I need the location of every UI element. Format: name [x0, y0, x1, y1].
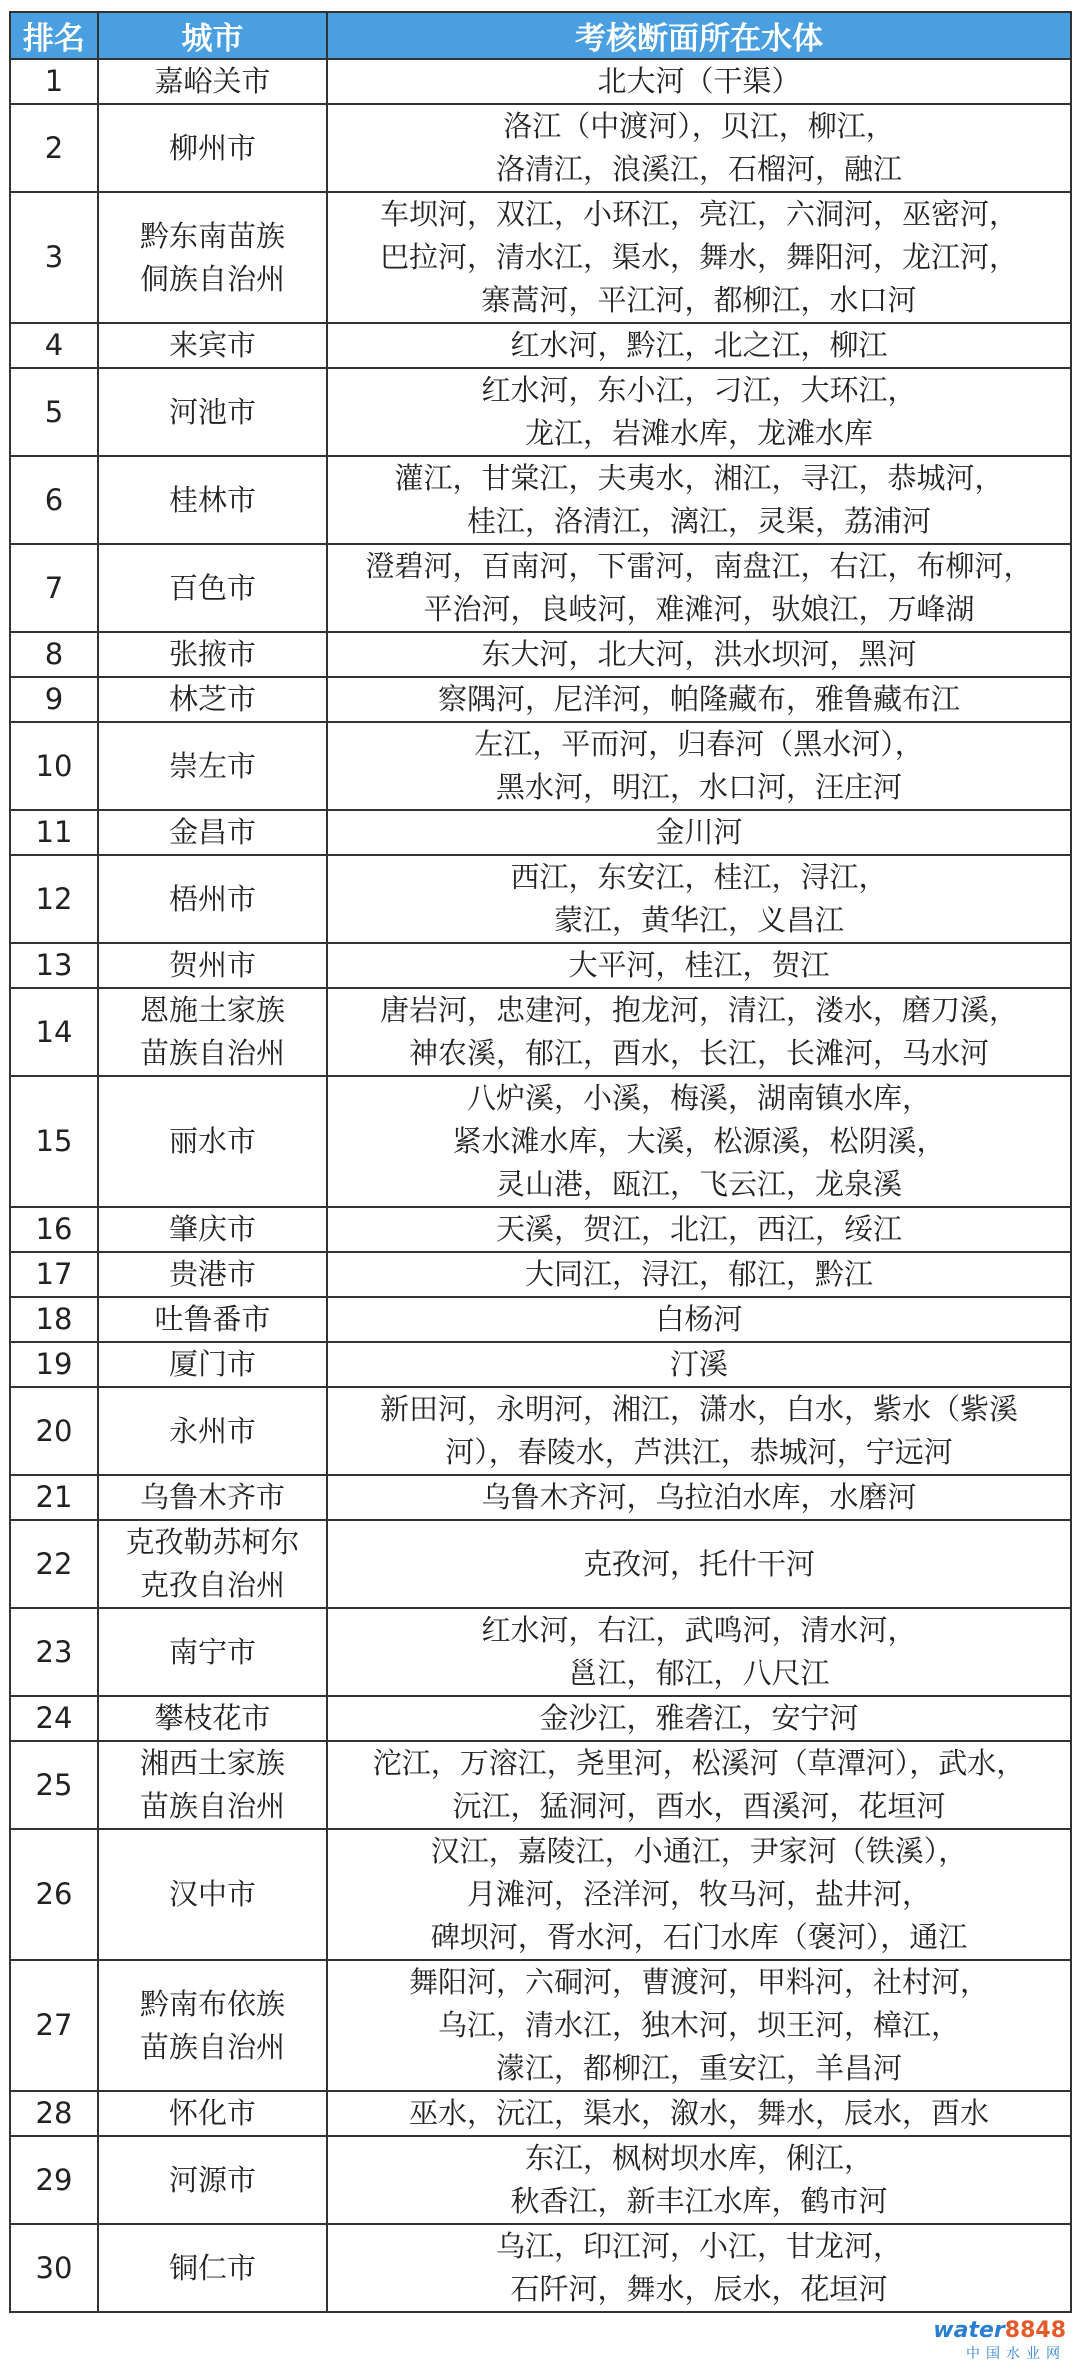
city-cell: [98, 104, 327, 192]
water-line: 汉江，嘉陵江，小通江，尹家河（铁溪），: [430, 1834, 968, 1868]
city-cell: [98, 2224, 327, 2312]
city-line: 丽水市: [168, 1124, 256, 1158]
water-cell: [327, 1076, 1071, 1207]
water-cell: [327, 368, 1071, 456]
city-line: 怀化市: [168, 2096, 256, 2130]
city-line: 贺州市: [168, 948, 256, 982]
rank-cell: 26: [10, 1829, 98, 1960]
city-cell: [98, 1076, 327, 1207]
city-line: 来宾市: [168, 328, 256, 362]
city-line: 恩施土家族: [139, 993, 285, 1027]
table-row: [10, 1252, 1071, 1297]
water-line: 巴拉河，清水江，渠水，舞水，舞阳河，龙江河，: [379, 240, 1018, 274]
rank-cell: 21: [10, 1475, 98, 1520]
city-line: 桂林市: [168, 482, 256, 517]
city-line: 梧州市: [168, 881, 256, 916]
water-line: 乌鲁木齐河，乌拉泊水库，水磨河: [481, 1480, 917, 1514]
water-line: 左江，平而河，归春河（黑水河），: [474, 727, 924, 761]
water-line: 黑水河，明江，水口河，汪庄河: [495, 770, 902, 804]
watermark-logo: [933, 2318, 1066, 2363]
rank-cell: 20: [10, 1387, 98, 1475]
water-line: 寨蒿河，平江河，都柳江，水口河: [481, 283, 917, 317]
rank-cell: 25: [10, 1741, 98, 1829]
water-cell: [327, 1960, 1071, 2091]
city-cell: [98, 2136, 327, 2224]
table-row: [10, 1297, 1071, 1342]
rank-cell: 3: [10, 192, 98, 323]
table-row: [10, 1076, 1071, 1207]
header-row: [10, 12, 1071, 59]
rank-cell: 28: [10, 2091, 98, 2136]
table-row: [10, 323, 1071, 368]
rank-cell: 30: [10, 2224, 98, 2312]
city-cell: [98, 1608, 327, 1696]
water-line: 北大河（干渠）: [597, 64, 801, 98]
water-cell: [327, 1829, 1071, 1960]
water-line: 洛清江，浪溪江，石榴河，融江: [495, 152, 902, 186]
water-line: 河），春陵水，芦洪江，恭城河，宁远河: [445, 1435, 953, 1469]
table-row: [10, 988, 1071, 1076]
rank-cell: 7: [10, 544, 98, 632]
water-cell: [327, 722, 1071, 810]
water-line: 秋香江，新丰江水库，鹤市河: [510, 2184, 888, 2218]
rank-cell: 12: [10, 855, 98, 943]
city-line: 侗族自治州: [139, 261, 285, 296]
water-cell: [327, 677, 1071, 722]
city-cell: [98, 1741, 327, 1829]
rank-cell: 27: [10, 1960, 98, 2091]
city-cell: [98, 677, 327, 722]
water-cell: [327, 855, 1071, 943]
water-line: 澄碧河，百南河，下雷河，南盘江，右江，布柳河，: [365, 549, 1033, 583]
rank-cell: 19: [10, 1342, 98, 1387]
rank-cell: 2: [10, 104, 98, 192]
water-cell: [327, 192, 1071, 323]
city-cell: [98, 1387, 327, 1475]
water-cell: [327, 456, 1071, 544]
water-line: 神农溪，郁江，酉水，长江，长滩河，马水河: [408, 1036, 989, 1070]
water-cell: [327, 323, 1071, 368]
water-cell: [327, 810, 1071, 855]
table-row: [10, 104, 1071, 192]
table-row: [10, 943, 1071, 988]
table-row: [10, 1387, 1071, 1475]
table-row: [10, 1960, 1071, 2091]
city-line: 乌鲁木齐市: [139, 1480, 285, 1514]
city-line: 林芝市: [168, 682, 256, 716]
water-cell: [327, 1696, 1071, 1741]
table-row: [10, 2091, 1071, 2136]
table-row: [10, 2136, 1071, 2224]
water-line: 灵山港，瓯江，飞云江，龙泉溪: [495, 1167, 902, 1201]
water-line: 桂江，洛清江，漓江，灵渠，荔浦河: [466, 504, 931, 538]
table-row: [10, 456, 1071, 544]
water-line: 乌江，印江河，小江，甘龙河，: [495, 2229, 902, 2263]
city-cell: [98, 323, 327, 368]
city-cell: [98, 2091, 327, 2136]
rank-cell: 16: [10, 1207, 98, 1252]
water-line: 大平河，桂江，贺江: [568, 948, 830, 982]
city-line: 百色市: [168, 570, 256, 605]
city-line: 苗族自治州: [139, 1036, 285, 1070]
water-line: 灌江，甘棠江，夫夷水，湘江，寻江，恭城河，: [394, 461, 1004, 495]
table-row: [10, 1741, 1071, 1829]
table-row: [10, 59, 1071, 104]
water-cell: [327, 1387, 1071, 1475]
water-line: 平治河，良岐河，难滩河，驮娘江，万峰湖: [423, 592, 975, 626]
city-line: 湘西土家族: [139, 1746, 285, 1780]
header-city: 城市: [98, 12, 327, 59]
city-cell: [98, 632, 327, 677]
city-line: 南宁市: [168, 1634, 256, 1669]
city-cell: [98, 722, 327, 810]
table-row: [10, 677, 1071, 722]
city-cell: [98, 456, 327, 544]
table-body: [10, 59, 1071, 2312]
water-line: 舞阳河，六硐河，曹渡河，甲料河，社村河，: [408, 1965, 989, 1999]
water-line: 金川河: [655, 815, 743, 849]
city-line: 永州市: [168, 1413, 256, 1448]
city-line: 黔东南苗族: [139, 218, 285, 253]
city-line: 崇左市: [168, 748, 256, 783]
water-line: 邕江，郁江，八尺江: [568, 1656, 830, 1690]
water-line: 西江，东安江，桂江，浔江，: [510, 860, 888, 894]
water-line: 红水河，黔江，北之江，柳江: [510, 328, 888, 362]
city-line: 攀枝花市: [154, 1701, 271, 1735]
rank-cell: 4: [10, 323, 98, 368]
rank-cell: 10: [10, 722, 98, 810]
city-line: 河源市: [168, 2162, 256, 2197]
water-line: 克孜河，托什干河: [582, 1546, 815, 1581]
city-cell: [98, 1696, 327, 1741]
city-line: 汉中市: [168, 1877, 256, 1911]
table-row: [10, 368, 1071, 456]
water-line: 碑坝河，胥水河，石门水库（褒河），通江: [430, 1920, 968, 1954]
water-line: 红水河，右江，武鸣河，清水河，: [481, 1613, 917, 1647]
city-line: 铜仁市: [168, 2250, 256, 2285]
city-line: 吐鲁番市: [154, 1302, 271, 1336]
water-line: 石阡河，舞水，辰水，花垣河: [510, 2272, 888, 2306]
city-cell: [98, 810, 327, 855]
table-row: [10, 1475, 1071, 1520]
city-line: 嘉峪关市: [154, 64, 271, 98]
water-cell: [327, 943, 1071, 988]
rank-cell: 9: [10, 677, 98, 722]
city-cell: [98, 1297, 327, 1342]
city-cell: [98, 1520, 327, 1608]
water-cell: [327, 2224, 1071, 2312]
water-line: 红水河，东小江，刁江，大环江，: [481, 373, 917, 407]
city-cell: [98, 544, 327, 632]
city-cell: [98, 1342, 327, 1387]
water-line: 天溪，贺江，北江，西江，绥江: [495, 1212, 902, 1246]
rank-cell: 14: [10, 988, 98, 1076]
table-row: [10, 722, 1071, 810]
water-line: 察隅河，尼洋河，帕隆藏布，雅鲁藏布江: [437, 682, 960, 716]
water-cell: [327, 1741, 1071, 1829]
city-cell: [98, 368, 327, 456]
rank-cell: 23: [10, 1608, 98, 1696]
city-line: 贵港市: [168, 1257, 256, 1291]
water-cell: [327, 2136, 1071, 2224]
table-row: [10, 544, 1071, 632]
table-row: [10, 1342, 1071, 1387]
watermark-text-b: 8848: [1004, 2318, 1066, 2343]
rank-cell: 11: [10, 810, 98, 855]
water-line: 汀溪: [669, 1347, 728, 1381]
city-cell: [98, 1207, 327, 1252]
rank-cell: 15: [10, 1076, 98, 1207]
rank-cell: 29: [10, 2136, 98, 2224]
water-cell: [327, 2091, 1071, 2136]
rank-cell: 17: [10, 1252, 98, 1297]
city-line: 柳州市: [168, 130, 256, 165]
table-row: [10, 1608, 1071, 1696]
water-line: 东大河，北大河，洪水坝河，黑河: [481, 637, 917, 671]
ranking-table-container: [9, 11, 1070, 2313]
header-rank: 排名: [10, 12, 98, 59]
table-row: [10, 855, 1071, 943]
city-cell: [98, 943, 327, 988]
water-cell: [327, 544, 1071, 632]
ranking-table: [9, 11, 1072, 2313]
city-line: 肇庆市: [168, 1212, 256, 1246]
city-cell: [98, 1829, 327, 1960]
water-cell: [327, 1207, 1071, 1252]
city-cell: [98, 192, 327, 323]
table-row: [10, 192, 1071, 323]
water-cell: [327, 1475, 1071, 1520]
water-line: 龙江，岩滩水库，龙滩水库: [524, 416, 873, 450]
table-row: [10, 1829, 1071, 1960]
water-cell: [327, 59, 1071, 104]
water-cell: [327, 988, 1071, 1076]
city-line: 河池市: [168, 394, 256, 429]
water-cell: [327, 632, 1071, 677]
water-cell: [327, 104, 1071, 192]
table-row: [10, 810, 1071, 855]
water-line: 唐岩河，忠建河，抱龙河，清江，溇水，磨刀溪，: [379, 993, 1018, 1027]
city-line: 金昌市: [168, 815, 256, 849]
city-line: 苗族自治州: [139, 2029, 285, 2064]
water-line: 蒙江，黄华江，义昌江: [553, 903, 844, 937]
water-cell: [327, 1252, 1071, 1297]
rank-cell: 18: [10, 1297, 98, 1342]
water-line: 八炉溪，小溪，梅溪，湖南镇水库，: [466, 1081, 931, 1115]
water-line: 金沙江，雅砻江，安宁河: [539, 1701, 859, 1735]
table-row: [10, 1207, 1071, 1252]
city-line: 克孜自治州: [139, 1568, 285, 1602]
water-line: 月滩河，泾洋河，牧马河，盐井河，: [466, 1877, 931, 1911]
water-line: 沱江，万溶江，尧里河，松溪河（草潭河），武水，: [372, 1746, 1026, 1780]
water-line: 洛江（中渡河），贝江，柳江，: [503, 109, 895, 143]
city-cell: [98, 1252, 327, 1297]
rank-cell: 24: [10, 1696, 98, 1741]
table-row: [10, 1520, 1071, 1608]
watermark-text-a: water: [933, 2318, 1005, 2343]
table-row: [10, 2224, 1071, 2312]
water-cell: [327, 1342, 1071, 1387]
rank-cell: 5: [10, 368, 98, 456]
water-line: 沅江，猛洞河，酉水，酉溪河，花垣河: [452, 1789, 946, 1823]
city-line: 黔南布依族: [139, 1986, 285, 2021]
table-row: [10, 632, 1071, 677]
rank-cell: 6: [10, 456, 98, 544]
city-line: 厦门市: [168, 1347, 256, 1381]
water-line: 车坝河，双江，小环江，亮江，六洞河，巫密河，: [379, 197, 1018, 231]
water-line: 巫水，沅江，渠水，溆水，舞水，辰水，酉水: [408, 2096, 989, 2130]
rank-cell: 1: [10, 59, 98, 104]
city-cell: [98, 988, 327, 1076]
watermark-subtitle: 中国水业网: [966, 2346, 1066, 2362]
header-water: 考核断面所在水体: [327, 12, 1071, 59]
water-line: 乌江，清水江，独木河，坝王河，樟江，: [437, 2008, 960, 2042]
city-cell: [98, 1960, 327, 2091]
water-line: 紧水滩水库，大溪，松源溪，松阴溪，: [452, 1124, 946, 1158]
rank-cell: 22: [10, 1520, 98, 1608]
city-cell: [98, 59, 327, 104]
rank-cell: 13: [10, 943, 98, 988]
rank-cell: 8: [10, 632, 98, 677]
water-cell: [327, 1297, 1071, 1342]
city-line: 克孜勒苏柯尔: [125, 1525, 300, 1559]
water-line: 大同江，浔江，郁江，黔江: [524, 1257, 873, 1291]
water-line: 白杨河: [655, 1302, 743, 1336]
water-line: 东江，枫树坝水库，俐江，: [524, 2141, 873, 2175]
table-row: [10, 1696, 1071, 1741]
city-cell: [98, 855, 327, 943]
city-cell: [98, 1475, 327, 1520]
water-cell: [327, 1608, 1071, 1696]
water-line: 濛江，都柳江，重安江，羊昌河: [495, 2051, 902, 2085]
city-line: 苗族自治州: [139, 1789, 285, 1823]
water-cell: [327, 1520, 1071, 1608]
water-line: 新田河，永明河，湘江，潇水，白水，紫水（紫溪: [379, 1392, 1018, 1426]
city-line: 张掖市: [168, 637, 256, 671]
